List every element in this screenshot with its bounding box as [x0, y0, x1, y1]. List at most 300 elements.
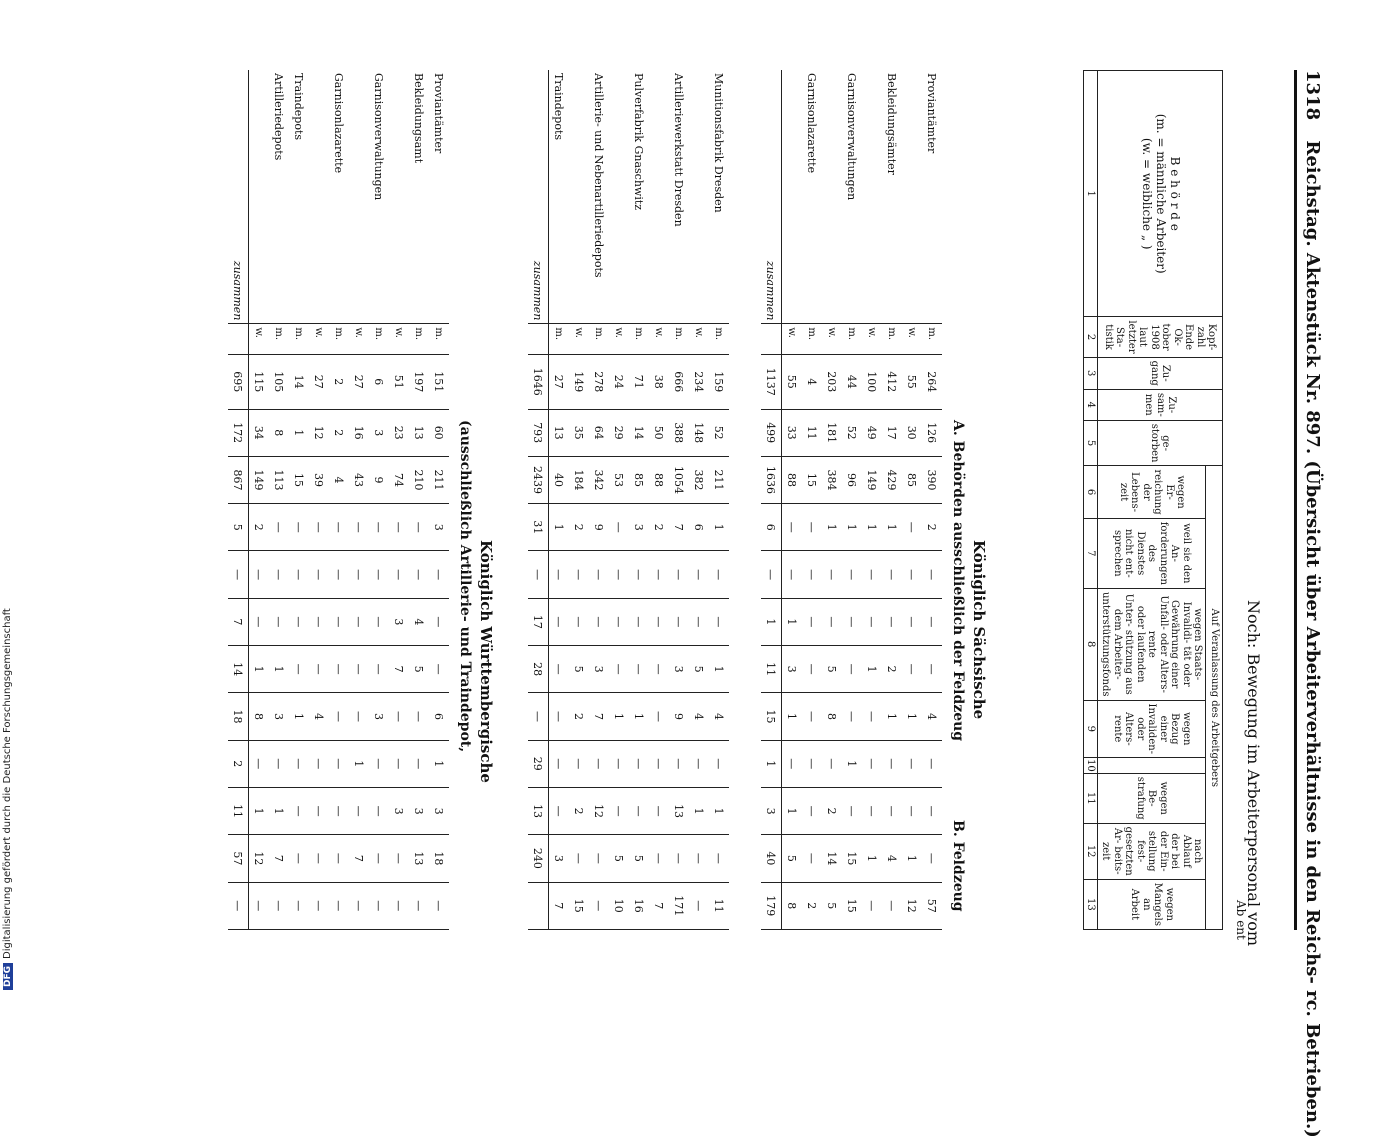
cell-col-11: — — [329, 787, 349, 834]
cell-col-4: 39 — [309, 456, 329, 503]
cell-col-12: 57 — [228, 835, 249, 882]
row-label — [862, 70, 882, 324]
column-number: 2 — [1084, 317, 1098, 357]
cell-col-10: — — [549, 740, 570, 787]
cell-col-13: 16 — [629, 882, 649, 929]
cell-col-2: 27 — [549, 354, 570, 409]
row-sex — [228, 324, 249, 354]
row-sex: m. — [329, 324, 349, 354]
cell-col-2: 6 — [369, 354, 389, 409]
cell-col-11: — — [349, 787, 369, 834]
cell-col-6: — — [289, 551, 309, 598]
cell-col-8: 5 — [822, 646, 842, 693]
cell-col-3: 33 — [782, 409, 803, 456]
row-sex: w. — [782, 324, 803, 354]
row-label — [309, 70, 329, 324]
section-title: Königlich Sächsische — [970, 540, 988, 720]
cell-col-2: 38 — [649, 354, 669, 409]
cell-col-9: — — [329, 693, 349, 740]
cell-col-9: — — [549, 693, 570, 740]
cell-col-5: — — [389, 504, 409, 551]
cell-col-2: 278 — [589, 354, 609, 409]
header-zusammen: Zu- sam- men — [1098, 389, 1223, 420]
cell-col-11: 1 — [689, 787, 709, 834]
row-label: Garnisonverwaltungen — [845, 73, 859, 201]
row-sex — [761, 324, 782, 354]
cell-col-3: 49 — [862, 409, 882, 456]
cell-col-13: 179 — [761, 882, 782, 929]
cell-col-11: — — [309, 787, 329, 834]
cell-col-11: — — [289, 787, 309, 834]
row-label: Proviantämter — [432, 73, 446, 154]
cell-col-2: 666 — [669, 354, 689, 409]
cell-col-8: — — [349, 646, 369, 693]
cell-col-13: 10 — [609, 882, 629, 929]
row-sex: w. — [862, 324, 882, 354]
row-label: Traindepots — [292, 73, 306, 141]
cell-col-11: 11 — [228, 787, 249, 834]
cell-col-2: 55 — [782, 354, 803, 409]
cell-col-7: — — [802, 598, 822, 645]
row-sex: m. — [549, 324, 570, 354]
cell-col-5: — — [902, 504, 922, 551]
cell-col-4: 113 — [269, 456, 289, 503]
cell-col-13: 7 — [549, 882, 570, 929]
cell-col-3: 499 — [761, 409, 782, 456]
cell-col-11: 1 — [269, 787, 289, 834]
table-row — [649, 70, 669, 930]
cell-col-9: — — [842, 693, 862, 740]
cell-col-12: 18 — [429, 835, 449, 882]
column-number: 3 — [1084, 357, 1098, 389]
cell-col-2: 105 — [269, 354, 289, 409]
cell-col-13: 2 — [802, 882, 822, 929]
row-label — [822, 70, 842, 324]
cell-col-8: 11 — [761, 646, 782, 693]
cell-col-7: — — [649, 598, 669, 645]
cell-col-4: 184 — [569, 456, 589, 503]
cell-col-7: — — [689, 598, 709, 645]
cell-col-4: 43 — [349, 456, 369, 503]
row-sex: w. — [649, 324, 669, 354]
cell-col-3: 13 — [549, 409, 570, 456]
row-sex — [528, 324, 549, 354]
cell-col-12: 1 — [902, 835, 922, 882]
cell-col-4: 96 — [842, 456, 862, 503]
table-row — [902, 70, 922, 930]
cell-col-2: 115 — [249, 354, 270, 409]
staats-label: wegen Staats- Invalidi- tät oder Gewährung einer Unfall- oder Alters- rente — [1146, 595, 1204, 693]
cell-col-13: 12 — [902, 882, 922, 929]
column-header-table — [1083, 70, 1223, 930]
cell-col-8: — — [429, 646, 449, 693]
cell-col-8: 5 — [409, 646, 429, 693]
cell-col-9: 3 — [369, 693, 389, 740]
total-row — [761, 70, 782, 930]
table-subtitle-right — [1234, 900, 1248, 940]
cell-col-7: — — [709, 598, 729, 645]
cell-col-6: — — [822, 551, 842, 598]
cell-col-4: 384 — [822, 456, 842, 503]
section-table — [228, 70, 449, 930]
cell-col-11: 1 — [249, 787, 270, 834]
cell-col-10: — — [902, 740, 922, 787]
cell-col-9: 1 — [609, 693, 629, 740]
cell-col-13: 171 — [669, 882, 689, 929]
row-sex: m. — [369, 324, 389, 354]
cell-col-6: — — [629, 551, 649, 598]
cell-col-12: — — [309, 835, 329, 882]
table-row — [609, 70, 629, 930]
cell-col-12: — — [289, 835, 309, 882]
cell-col-8: — — [902, 646, 922, 693]
cell-col-9: 1 — [782, 693, 803, 740]
row-sex: w. — [249, 324, 270, 354]
cell-col-5: 2 — [922, 504, 942, 551]
row-sex: m. — [629, 324, 649, 354]
cell-col-10: — — [709, 740, 729, 787]
table-row — [549, 70, 570, 930]
table-row — [329, 70, 349, 930]
cell-col-4: 88 — [649, 456, 669, 503]
cell-col-7: — — [549, 598, 570, 645]
cell-col-10: — — [589, 740, 609, 787]
row-sex: m. — [269, 324, 289, 354]
cell-col-2: 27 — [309, 354, 329, 409]
cell-col-6: — — [802, 551, 822, 598]
cell-col-5: — — [309, 504, 329, 551]
cell-col-11: — — [629, 787, 649, 834]
cell-col-5: — — [329, 504, 349, 551]
cell-col-10: — — [782, 740, 803, 787]
cell-col-8: — — [649, 646, 669, 693]
table-row — [882, 70, 902, 930]
cell-col-8: 1 — [269, 646, 289, 693]
cell-col-9: 4 — [309, 693, 329, 740]
cell-col-5: — — [289, 504, 309, 551]
row-sex: m. — [589, 324, 609, 354]
cell-col-8: 3 — [669, 646, 689, 693]
cell-col-2: 264 — [922, 354, 942, 409]
column-number: 9 — [1084, 700, 1098, 758]
row-sex: w. — [902, 324, 922, 354]
cell-col-2: 14 — [289, 354, 309, 409]
cell-col-8: 28 — [528, 646, 549, 693]
cell-col-12: 13 — [409, 835, 429, 882]
cell-col-3: 181 — [822, 409, 842, 456]
row-sex: w. — [689, 324, 709, 354]
cell-col-8: — — [289, 646, 309, 693]
cell-col-5: 3 — [429, 504, 449, 551]
section-title: Königlich Württembergische — [477, 540, 495, 783]
cell-col-5: 9 — [589, 504, 609, 551]
header-mangels: wegen Mangels an Arbeit — [1098, 879, 1207, 929]
cell-col-10: — — [389, 740, 409, 787]
cell-col-10: 1 — [429, 740, 449, 787]
cell-col-11: 3 — [389, 787, 409, 834]
column-number: 11 — [1084, 773, 1098, 823]
row-sex: m. — [669, 324, 689, 354]
cell-col-7: — — [629, 598, 649, 645]
cell-col-8: 7 — [389, 646, 409, 693]
cell-col-4: 74 — [389, 456, 409, 503]
cell-col-2: 24 — [609, 354, 629, 409]
cell-col-9: 1 — [289, 693, 309, 740]
cell-col-7: — — [922, 598, 942, 645]
cell-col-2: 51 — [389, 354, 409, 409]
cell-col-11: — — [902, 787, 922, 834]
cell-col-5: 7 — [669, 504, 689, 551]
cell-col-2: 234 — [689, 354, 709, 409]
unterstuetzung-label: oder laufenden Unter- stützung aus dem Arbeiter- unterstützungsfonds — [1100, 591, 1146, 697]
cell-col-9: 3 — [269, 693, 289, 740]
table-row — [589, 70, 609, 930]
cell-col-5: 6 — [689, 504, 709, 551]
row-sex: w. — [822, 324, 842, 354]
cell-col-10: — — [629, 740, 649, 787]
column-number: 8 — [1084, 588, 1098, 700]
cell-col-4: 85 — [629, 456, 649, 503]
section-subtitle: A. Behörden ausschließlich der Feldzeug — [950, 420, 966, 742]
table-row — [409, 70, 429, 930]
row-label — [689, 70, 709, 324]
cell-col-2: 55 — [902, 354, 922, 409]
cell-col-12: 5 — [629, 835, 649, 882]
cell-col-8: 5 — [569, 646, 589, 693]
cell-col-6: — — [649, 551, 669, 598]
header-bestrafung: wegen Be- strafung — [1098, 773, 1207, 823]
cell-col-11: 2 — [569, 787, 589, 834]
cell-col-10: — — [882, 740, 902, 787]
cell-col-4: 2439 — [528, 456, 549, 503]
cell-col-3: 34 — [249, 409, 270, 456]
veranlassung-label: Auf Veranlassung des Arbeitgebers — [1209, 608, 1220, 788]
cell-col-5: — — [409, 504, 429, 551]
header-col10 — [1098, 758, 1207, 774]
cell-col-13: — — [228, 882, 249, 929]
cell-col-8: 1 — [862, 646, 882, 693]
header-zugang: Zu- gang — [1098, 357, 1223, 389]
table-row — [842, 70, 862, 930]
cell-col-10: — — [249, 740, 270, 787]
cell-col-13: — — [309, 882, 329, 929]
cell-col-11: — — [802, 787, 822, 834]
cell-col-8: — — [842, 646, 862, 693]
cell-col-11: 3 — [409, 787, 429, 834]
row-label: Bekleidungsämter — [885, 73, 899, 175]
cell-col-10: — — [309, 740, 329, 787]
cell-col-13: 5 — [822, 882, 842, 929]
cell-col-11: — — [922, 787, 942, 834]
cell-col-7: — — [349, 598, 369, 645]
cell-col-7: — — [669, 598, 689, 645]
cell-col-8: 1 — [709, 646, 729, 693]
table-row — [862, 70, 882, 930]
row-sex: m. — [709, 324, 729, 354]
header-ablauf: nach Ablauf der bei der Ein- stellung fest- gesetzten Ar- beits- zeit — [1098, 823, 1207, 879]
header-gestorben: ge- storben — [1098, 420, 1223, 466]
cell-col-6: — — [862, 551, 882, 598]
cell-col-5: 1 — [549, 504, 570, 551]
table-row — [369, 70, 389, 930]
cell-col-7: — — [862, 598, 882, 645]
cell-col-6: — — [882, 551, 902, 598]
cell-col-2: 4 — [802, 354, 822, 409]
cell-col-10: — — [289, 740, 309, 787]
cell-col-10: — — [669, 740, 689, 787]
cell-col-8: — — [629, 646, 649, 693]
cell-col-2: 203 — [822, 354, 842, 409]
table-row — [669, 70, 689, 930]
cell-col-6: — — [549, 551, 570, 598]
cell-col-6: — — [922, 551, 942, 598]
cell-col-8: 3 — [589, 646, 609, 693]
cell-col-12: 12 — [249, 835, 270, 882]
cell-col-5: — — [802, 504, 822, 551]
header-veranlassung — [1206, 466, 1223, 930]
column-number: 5 — [1084, 420, 1098, 466]
cell-col-3: 50 — [649, 409, 669, 456]
table-row — [289, 70, 309, 930]
header-rule — [1294, 70, 1297, 930]
cell-col-6: — — [589, 551, 609, 598]
cell-col-2: 1137 — [761, 354, 782, 409]
cell-col-5: — — [269, 504, 289, 551]
cell-col-5: 5 — [228, 504, 249, 551]
cell-col-12: — — [589, 835, 609, 882]
row-label: Artilleriewerkstatt Dresden — [672, 73, 686, 227]
header-anforderungen: weil sie den An- forderungen des Dienstes nicht ent- sprechen — [1098, 518, 1207, 588]
row-sex: m. — [842, 324, 862, 354]
cell-col-9: — — [649, 693, 669, 740]
cell-col-4: 382 — [689, 456, 709, 503]
cell-col-7: — — [329, 598, 349, 645]
cell-col-7: — — [369, 598, 389, 645]
cell-col-13: — — [882, 882, 902, 929]
cell-col-12: — — [709, 835, 729, 882]
cell-col-13: 8 — [782, 882, 803, 929]
cell-col-3: 3 — [369, 409, 389, 456]
row-sex: m. — [802, 324, 822, 354]
cell-col-3: 388 — [669, 409, 689, 456]
row-label — [902, 70, 922, 324]
cell-col-12: 7 — [349, 835, 369, 882]
cell-col-6: — — [709, 551, 729, 598]
cell-col-2: 151 — [429, 354, 449, 409]
cell-col-8: 5 — [689, 646, 709, 693]
cell-col-13: — — [389, 882, 409, 929]
credit-text: Digitalisierung gefördert durch die Deutsche Forschungsgemeinschaft — [2, 608, 13, 959]
cell-col-5: 31 — [528, 504, 549, 551]
table-row — [709, 70, 729, 930]
cell-col-6: — — [528, 551, 549, 598]
cell-col-6: — — [228, 551, 249, 598]
cell-col-3: 16 — [349, 409, 369, 456]
cell-col-2: 149 — [569, 354, 589, 409]
behoerde-note-m: (m. = männliche Arbeiter) — [1153, 113, 1168, 274]
cell-col-4: 867 — [228, 456, 249, 503]
row-sex: w. — [389, 324, 409, 354]
cell-col-12: — — [802, 835, 822, 882]
cell-col-9: 1 — [902, 693, 922, 740]
cell-col-4: 15 — [802, 456, 822, 503]
cell-col-4: 88 — [782, 456, 803, 503]
cell-col-10: 1 — [842, 740, 862, 787]
cell-col-10: 1 — [761, 740, 782, 787]
table-row — [822, 70, 842, 930]
cell-col-10: — — [822, 740, 842, 787]
cell-col-3: 12 — [309, 409, 329, 456]
row-label — [349, 70, 369, 324]
cell-col-9: — — [409, 693, 429, 740]
cell-col-12: 15 — [842, 835, 862, 882]
row-sex: w. — [349, 324, 369, 354]
cell-col-4: 210 — [409, 456, 429, 503]
cell-col-9: 1 — [882, 693, 902, 740]
table-row — [249, 70, 270, 930]
cell-col-7: 3 — [389, 598, 409, 645]
cell-col-7: 17 — [528, 598, 549, 645]
cell-col-8: — — [802, 646, 822, 693]
cell-col-9: 9 — [669, 693, 689, 740]
cell-col-11: — — [369, 787, 389, 834]
table-row — [389, 70, 409, 930]
cell-col-12: — — [922, 835, 942, 882]
cell-col-10: — — [922, 740, 942, 787]
cell-col-11: — — [549, 787, 570, 834]
cell-col-9: — — [802, 693, 822, 740]
column-number: 6 — [1084, 466, 1098, 518]
page-header — [1302, 70, 1323, 1138]
total-row — [228, 70, 249, 930]
cell-col-6: — — [409, 551, 429, 598]
cell-col-8: — — [609, 646, 629, 693]
cell-col-7: — — [609, 598, 629, 645]
row-label: Pulverfabrik Gnaschwitz — [632, 73, 646, 211]
cell-col-6: — — [569, 551, 589, 598]
cell-col-6: — — [782, 551, 803, 598]
table-row — [689, 70, 709, 930]
cell-col-9: 1 — [629, 693, 649, 740]
cell-col-3: 23 — [389, 409, 409, 456]
cell-col-6: — — [349, 551, 369, 598]
cell-col-9: 6 — [429, 693, 449, 740]
cell-col-4: 40 — [549, 456, 570, 503]
cell-col-13: — — [269, 882, 289, 929]
cell-col-12: 4 — [882, 835, 902, 882]
row-label: zusammen — [528, 70, 549, 324]
cell-col-9: — — [528, 693, 549, 740]
cell-col-5: — — [609, 504, 629, 551]
cell-col-13: — — [369, 882, 389, 929]
row-label — [782, 70, 803, 324]
cell-col-9: 8 — [822, 693, 842, 740]
cell-col-6: — — [761, 551, 782, 598]
cell-col-12: 40 — [761, 835, 782, 882]
cell-col-6: — — [609, 551, 629, 598]
cell-col-4: 1054 — [669, 456, 689, 503]
cell-col-5: — — [369, 504, 389, 551]
cell-col-6: — — [389, 551, 409, 598]
cell-col-11: 12 — [589, 787, 609, 834]
cell-col-11: 2 — [822, 787, 842, 834]
cell-col-13: 15 — [569, 882, 589, 929]
cell-col-13: — — [349, 882, 369, 929]
row-sex: w. — [569, 324, 589, 354]
section-subtitle-right: B. Feldzeug — [950, 820, 966, 912]
cell-col-12: 5 — [609, 835, 629, 882]
cell-col-7: — — [569, 598, 589, 645]
